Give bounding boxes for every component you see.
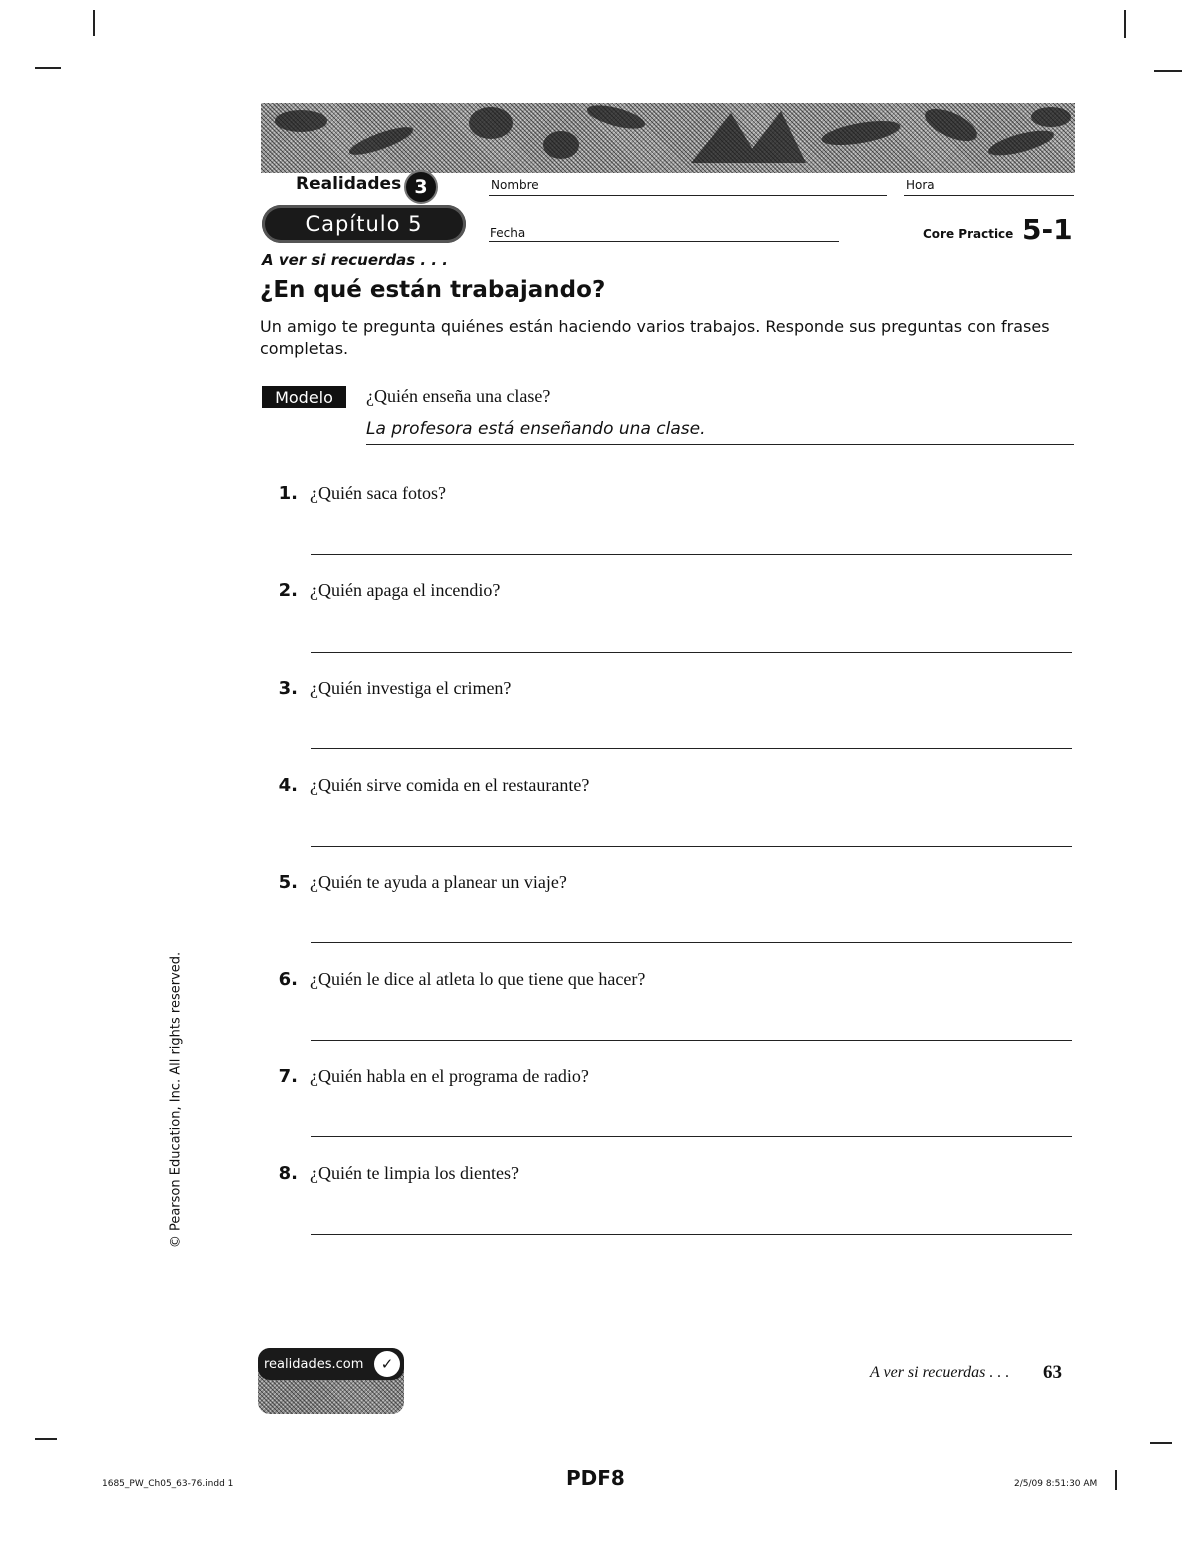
- question-text: ¿Quién sirve comida en el restaurante?: [310, 775, 590, 795]
- crop-mark: [1115, 1470, 1117, 1490]
- question-item: [272, 969, 645, 990]
- question-item: [272, 775, 589, 796]
- copyright-notice: © Pearson Education, Inc. All rights reserved.: [168, 951, 184, 1249]
- crop-mark: [35, 67, 61, 69]
- web-code-badge[interactable]: [258, 1348, 404, 1414]
- web-url: realidades.com: [264, 1356, 364, 1372]
- question-text: ¿Quién te ayuda a planear un viaje?: [310, 872, 567, 892]
- chapter-label: Capítulo 5: [262, 205, 466, 243]
- hora-label: Hora: [906, 178, 935, 192]
- modelo-answer-line: [366, 444, 1074, 445]
- answer-line[interactable]: [311, 554, 1072, 555]
- hora-field[interactable]: [904, 195, 1074, 196]
- question-number: 6.: [278, 969, 298, 990]
- question-item: [272, 483, 446, 504]
- crop-mark: [1150, 1442, 1172, 1444]
- crop-mark: [1124, 10, 1126, 38]
- page-title: ¿En qué están trabajando?: [260, 277, 606, 303]
- question-item: [272, 678, 511, 699]
- slug-filename: 1685_PW_Ch05_63-76.indd 1: [102, 1479, 234, 1489]
- answer-line[interactable]: [311, 748, 1072, 749]
- core-practice-label: Core Practice: [923, 227, 1014, 241]
- question-text: ¿Quién investiga el crimen?: [310, 678, 512, 698]
- question-number: 1.: [278, 483, 298, 504]
- series-name: Realidades: [296, 174, 402, 194]
- question-item: [272, 1163, 519, 1184]
- answer-line[interactable]: [311, 652, 1072, 653]
- question-item: [272, 872, 567, 893]
- header-banner: [261, 103, 1075, 173]
- section-kicker: A ver si recuerdas . . .: [262, 251, 448, 269]
- crop-mark: [35, 1438, 57, 1440]
- question-number: 8.: [278, 1163, 298, 1184]
- answer-line[interactable]: [311, 942, 1072, 943]
- core-practice-number: 5-1: [1022, 213, 1073, 246]
- question-text: ¿Quién apaga el incendio?: [310, 580, 501, 600]
- question-item: [272, 1066, 589, 1087]
- footer-section-title: A ver si recuerdas . . .: [870, 1364, 1010, 1381]
- question-number: 5.: [278, 872, 298, 893]
- crop-mark: [93, 10, 95, 36]
- banner-decoration: [261, 103, 1075, 173]
- answer-line[interactable]: [311, 1136, 1072, 1137]
- question-number: 3.: [278, 678, 298, 699]
- question-item: [272, 580, 500, 601]
- question-text: ¿Quién le dice al atleta lo que tiene que hacer?: [310, 969, 646, 989]
- question-number: 2.: [278, 580, 298, 601]
- fecha-label: Fecha: [490, 226, 526, 240]
- answer-line[interactable]: [311, 1234, 1072, 1235]
- question-text: ¿Quién te limpia los dientes?: [310, 1163, 519, 1183]
- question-number: 4.: [278, 775, 298, 796]
- nombre-field[interactable]: [489, 195, 887, 196]
- web-badge-header: [258, 1348, 404, 1380]
- slug-date: 2/5/09 8:51:30 AM: [1014, 1479, 1098, 1489]
- crop-mark: [1154, 70, 1182, 72]
- modelo-question: ¿Quién enseña una clase?: [366, 386, 551, 406]
- nombre-label: Nombre: [491, 178, 539, 192]
- checkmark-circle-icon: ✓: [374, 1351, 400, 1377]
- instructions: Un amigo te pregunta quiénes están haciendo varios trabajos. Responde sus preguntas con frases completas.: [260, 317, 1050, 358]
- fecha-field[interactable]: [489, 241, 839, 242]
- question-text: ¿Quién saca fotos?: [310, 483, 446, 503]
- level-badge: 3: [404, 170, 438, 204]
- answer-line[interactable]: [311, 846, 1072, 847]
- question-number: 7.: [278, 1066, 298, 1087]
- page-number: 63: [1043, 1362, 1062, 1383]
- slug-stamp: PDF8: [566, 1466, 625, 1490]
- modelo-answer: La profesora está enseñando una clase.: [366, 419, 706, 439]
- question-text: ¿Quién habla en el programa de radio?: [310, 1066, 589, 1086]
- answer-line[interactable]: [311, 1040, 1072, 1041]
- modelo-tag: Modelo: [262, 386, 346, 408]
